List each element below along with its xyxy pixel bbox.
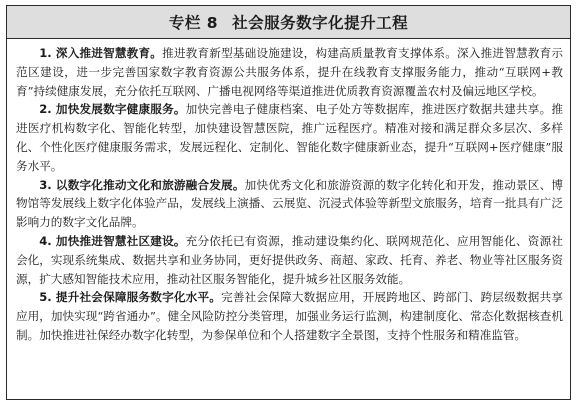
paragraph-heading: 2. 加快发展数字健康服务。	[39, 102, 186, 117]
paragraph-heading: 4. 加快推进智慧社区建设。	[39, 233, 186, 248]
column-title	[169, 11, 408, 33]
column-number: 专栏 8	[168, 14, 219, 32]
paragraph-body: 充分依托已有资源，推动建设集约化、联网规范化、应用智能化、资源社会化，实现系统集成、数据共享和业务协同，更好提供政务、商超、家政、托育、养老、物业等社区服务资源，扩大感知智能技术应用，推动社区服务智能化，提升城乡社区服务效能。	[16, 233, 563, 286]
column-box	[6, 5, 571, 400]
paragraph-education	[16, 44, 563, 100]
paragraph-culture-tourism	[16, 176, 563, 232]
paragraph-social-security	[16, 288, 563, 344]
paragraph-body: 完善社会保障大数据应用，开展跨地区、跨部门、跨层级数据共享应用，加快实现“跨省通办”。健全风险防控分类管理，加强业务运行监测，构建制度化、常态化数据核查机制。加快推进社保经办数字化转型，为参保单位和个人搭建数字全景图，支持个性服务和精准监管。	[16, 290, 563, 342]
paragraph-health	[16, 100, 563, 175]
paragraph-heading: 1. 深入推进智慧教育。	[39, 46, 163, 60]
paragraph-body: 加快优秀文化和旅游资源的数字化转化和开发，推动景区、博物馆等发展线上数字化体验产品，发展线上演播、云展览、沉浸式体验等新型文旅服务，培育一批具有广泛影响力的数字文化品牌。	[16, 177, 563, 230]
paragraph-body: 加快完善电子健康档案、电子处方等数据库，推进医疗数据共建共享。推进医疗机构数字化、智能化转型，加快建设智慧医院，推广远程医疗。精准对接和满足群众多层次、多样化、个性化医疗健康服务需求，发展远程化、定制化、智能化数字健康新业态，提升“互联网+医疗健康”服务水平。	[16, 102, 563, 173]
paragraph-body: 推进教育新型基础设施建设，构建高质量教育支撑体系。深入推进智慧教育示范区建设，进一步完善国家数字教育资源公共服务体系，提升在线教育支撑服务能力，推动“互联网+教育”持续健康发展，充分依托互联网、广播电视网络等渠道推进优质教育资源覆盖农村及偏远地区学校。	[16, 46, 563, 98]
column-heading: 社会服务数字化提升工程	[232, 14, 409, 32]
paragraph-heading: 5. 提升社会保障服务数字化水平。	[39, 290, 222, 305]
title-bar	[7, 6, 570, 39]
paragraph-smart-community	[16, 232, 563, 288]
column-content	[16, 44, 563, 345]
paragraph-heading: 3. 以数字化推动文化和旅游融合发展。	[39, 177, 245, 192]
